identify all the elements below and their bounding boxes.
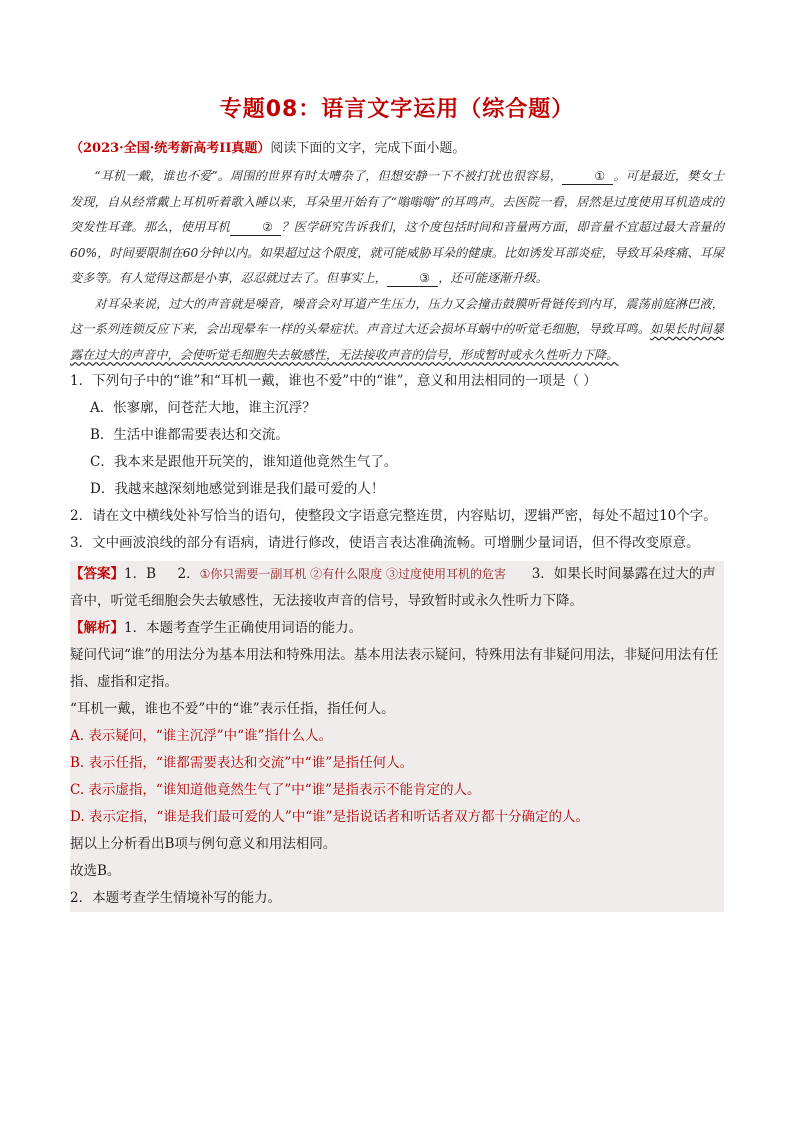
wavy-underlined-sentence: 如果长时间暴露在过大的声音中，会使听觉毛细胞失去敏感性，无法接收声音的信号，形成暂时或永久性听力下降。: [70, 322, 725, 362]
passage-paragraph-2: [70, 292, 724, 369]
document-page: [70, 92, 724, 912]
analysis-conclusion: 据以上分析看出B项与例句意义和用法相同。: [70, 836, 337, 852]
question-2: 2．请在文中横线处补写恰当的语句，使整段文字语意完整连贯，内容贴切，逻辑严密，每处不超过10个字。: [70, 508, 717, 524]
analysis-text: 疑问代词“谁”的用法分为基本用法和特殊用法。基本用法表示疑问，特殊用法有非疑问用法，非疑问用法有任指、虚指和定指。: [70, 647, 719, 690]
option-c: C．我本来是跟他开玩笑的，谁知道他竟然生气了。: [90, 454, 398, 470]
page-title: 专题08：语言文字运用（综合题）: [219, 97, 575, 122]
analysis-line: [70, 615, 724, 642]
blank-2: ②: [230, 219, 281, 236]
answer-tag: 【答案】: [70, 566, 124, 582]
question-1: 1．下列句子中的“谁”和“耳机一戴，谁也不爱”中的“谁”，意义和用法相同的一项是（ ）: [70, 373, 597, 389]
passage-text: “耳机一戴，谁也不爱”。周围的世界有时太嘈杂了，但想安静一下不被打扰也很容易，: [94, 169, 563, 183]
passage-text: 对耳朵来说，过大的声音就是噪音，噪音会对耳道产生压力，压力又会撞击鼓膜听骨链传到内耳，震荡前庭淋巴液，这一系列连锁反应下来，会出现晕车一样的头晕症状。声音过大还会损坏耳蜗中的听觉毛细胞，导致耳鸣。: [70, 296, 724, 336]
analysis-option-c: C. 表示虚指，“谁知道他竟然生气了”中“谁”是指表示不能肯定的人。: [70, 782, 481, 798]
passage-text: 。可是最近，樊女士发现，自从经常戴上耳机听着歌入睡以来，耳朵里开始有了“嗡嗡嗡”的耳鸣声。去医院一看，居然是过度使用耳机造成的突发性耳聋。那么，使用耳机: [70, 169, 725, 234]
option-a: A．怅寥廓，问苍茫大地，谁主沉浮？: [90, 400, 316, 416]
blank-3: ③: [387, 270, 438, 287]
answer-2-label: 2．: [177, 566, 200, 582]
passage-paragraph-1: [70, 164, 724, 292]
answer-section: [70, 561, 724, 912]
reading-passage: [70, 164, 724, 368]
answer-2: ①你只需要一副耳机 ②有什么限度 ③过度使用耳机的危害: [199, 567, 506, 581]
analysis-option-d: D. 表示定指，“谁是我们最可爱的人”中“谁”是指说话者和听话者双方都十分确定的人。: [70, 809, 590, 825]
question-intro: [70, 137, 724, 156]
answer-3: 3．如果长时间暴露在过大的声音中，听觉毛细胞会失去敏感性，无法接收声音的信号，导致暂时或永久性听力下降。: [70, 566, 716, 609]
answer-1: 1．B: [124, 566, 157, 582]
analysis-option-b: B. 表示任指，“谁都需要表达和交流”中“谁”是指任何人。: [70, 755, 414, 771]
analysis-text: 1．本题考查学生正确使用词语的能力。: [124, 620, 363, 636]
source-tag: （2023·全国·统考新高考II真题）: [70, 141, 271, 156]
analysis-option-a: A. 表示疑问，“谁主沉浮”中“谁”指什么人。: [70, 728, 332, 744]
passage-text: ，还可能逐渐升级。: [438, 271, 548, 285]
analysis-choice: 故选B。: [70, 863, 121, 879]
analysis-text: “耳机一戴，谁也不爱”中的“谁”表示任指，指任何人。: [70, 701, 395, 717]
option-b: B．生活中谁都需要表达和交流。: [90, 427, 289, 443]
passage-text: ？医学研究告诉我们，这个度包括时间和音量两方面，即音量不宜超过最大音量的60%，时间要限制在60分钟以内。如果超过这个限度，就可能威胁耳朵的健康。比如诱发耳部炎症，导致耳朵疼痛、耳屎变多等。有人觉得这都是小事，忍忍就过去了。但事实上，: [70, 220, 725, 285]
answer-line: [70, 561, 724, 615]
analysis-tag: 【解析】: [70, 620, 124, 636]
blank-1: ①: [562, 168, 613, 185]
question-3: 3．文中画波浪线的部分有语病，请进行修改，使语言表达准确流畅。可增删少量词语，但不得改变原意。: [70, 535, 700, 551]
option-d: D．我越来越深刻地感觉到谁是我们最可爱的人！: [90, 481, 385, 497]
analysis-q2: 2．本题考查学生情境补写的能力。: [70, 890, 282, 906]
instruction-text: 阅读下面的文字，完成下面小题。: [270, 141, 466, 156]
